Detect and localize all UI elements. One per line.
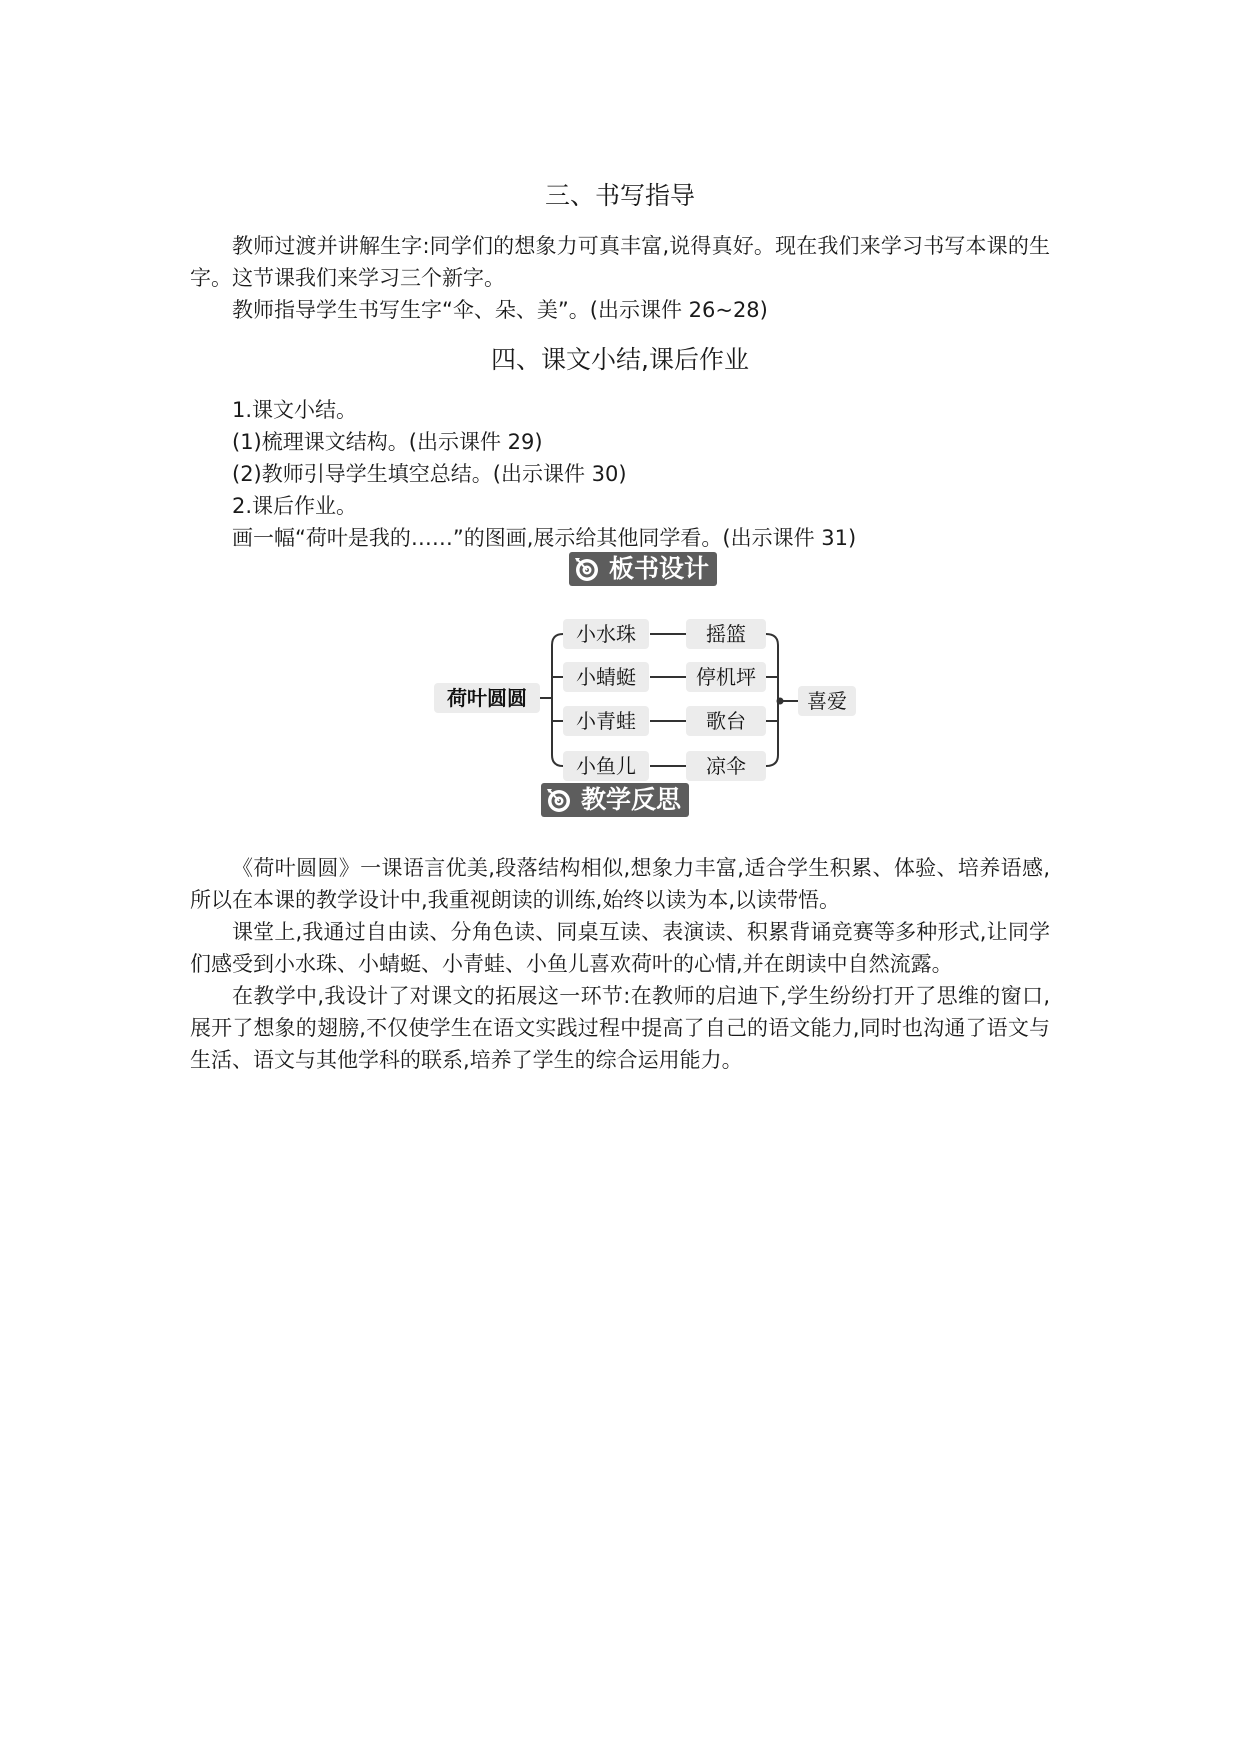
board-design-title: 板书设计 — [609, 554, 710, 583]
section-3-paragraph-1: 教师过渡并讲解生字:同学们的想象力可真丰富,说得真好。现在我们来学习书写本课的生字。这节课我们来学习三个新字。 — [190, 234, 1050, 290]
reflection-title: 教学反思 — [581, 785, 682, 814]
diagram-node-who: 小蜻蜓 — [563, 662, 649, 692]
summary-item: 1.课文小结。 — [232, 398, 358, 422]
diagram-node-who: 小水珠 — [563, 619, 649, 649]
reflection-banner — [541, 783, 689, 817]
homework-heading: 2.课后作业。 — [232, 494, 358, 518]
section-4-heading: 四、课文小结,课后作业 — [491, 345, 749, 374]
diagram-node-what: 歌台 — [686, 706, 766, 736]
diagram-root-node: 荷叶圆圆 — [434, 683, 540, 713]
diagram-node-what: 凉伞 — [686, 751, 766, 781]
section-3-heading: 三、书写指导 — [544, 181, 695, 210]
diagram-node-what: 摇篮 — [686, 619, 766, 649]
reflection-paragraph-2: 课堂上,我通过自由读、分角色读、同桌互读、表演读、积累背诵竞赛等多种形式,让同学们感受到小水珠、小蜻蜓、小青蛙、小鱼儿喜欢荷叶的心情,并在朗读中自然流露。 — [190, 920, 1050, 976]
section-3-paragraph-2: 教师指导学生书写生字“伞、朵、美”。(出示课件 26~28) — [232, 298, 768, 322]
diagram-node-what: 停机坪 — [686, 662, 766, 692]
summary-item: (2)教师引导学生填空总结。(出示课件 30) — [232, 462, 627, 486]
diagram-node-who: 小鱼儿 — [563, 751, 649, 781]
target-icon — [545, 786, 573, 814]
diagram-result-node: 喜爱 — [798, 686, 856, 716]
summary-item: (1)梳理课文结构。(出示课件 29) — [232, 430, 543, 454]
reflection-paragraph-1: 《荷叶圆圆》一课语言优美,段落结构相似,想象力丰富,适合学生积累、体验、培养语感,所以在本课的教学设计中,我重视朗读的训练,始终以读为本,以读带悟。 — [190, 856, 1050, 912]
diagram-node-who: 小青蛙 — [563, 706, 649, 736]
reflection-paragraph-3: 在教学中,我设计了对课文的拓展这一环节:在教师的启迪下,学生纷纷打开了思维的窗口,展开了想象的翅膀,不仅使学生在语文实践过程中提高了自己的语文能力,同时也沟通了语文与生活、语文与其他学科的联系,培养了学生的综合运用能力。 — [190, 984, 1050, 1072]
homework-item: 画一幅“荷叶是我的……”的图画,展示给其他同学看。(出示课件 31) — [232, 526, 857, 550]
